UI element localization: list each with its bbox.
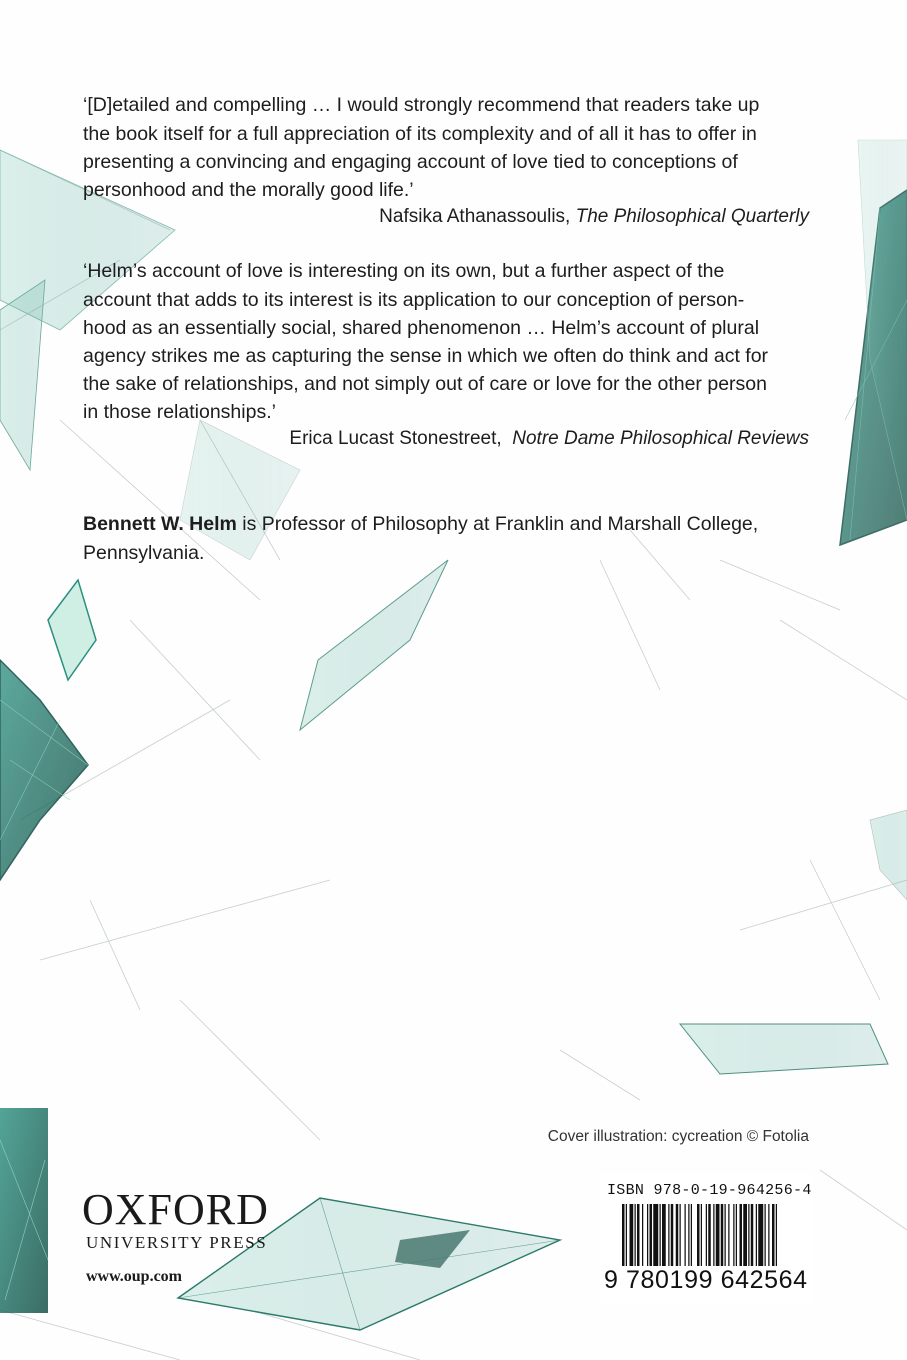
quote-2-line-4: agency strikes me as capturing the sense in which we often do think and act for (83, 345, 769, 367)
quote-1-author: Nafsika Athanassoulis, (379, 206, 576, 227)
quote-2-line-3: hood as an essentially social, shared phenomenon … Helm’s account of plural (83, 317, 760, 339)
quote-2-line-6: in those relationships.’ (83, 401, 276, 423)
publisher-subtitle: UNIVERSITY PRESS (86, 1233, 268, 1252)
publisher-url[interactable]: www.oup.com (86, 1268, 183, 1285)
quote-1-attribution (379, 206, 809, 228)
isbn-label: ISBN 978-0-19-964256-4 (607, 1182, 812, 1199)
quote-2-source: Notre Dame Philosophical Reviews (512, 428, 809, 449)
author-bio-text: is Professor of Philosophy at Franklin and Marshall College, Pennsylvania. (83, 513, 759, 564)
quote-2-attribution (289, 428, 809, 450)
barcode-digits: 9 780199 642564 (604, 1266, 808, 1294)
author-name: Bennett W. Helm (83, 513, 237, 535)
quote-2-author: Erica Lucast Stonestreet, (289, 428, 513, 449)
quote-2-line-2: account that adds to its interest is its application to our conception of person- (83, 289, 745, 311)
quote-2-line-5: the sake of relationships, and not simply out of care or love for the other person (83, 373, 767, 395)
quote-1-line-3: presenting a convincing and engaging account of love tied to conceptions of (83, 151, 738, 173)
publisher-logo: OXFORD (82, 1185, 269, 1234)
author-bio (83, 510, 823, 568)
quote-1-line-4: personhood and the morally good life.’ (83, 179, 414, 201)
quote-1-line-1: ‘[D]etailed and compelling … I would strongly recommend that readers take up (83, 94, 760, 116)
quote-1-line-2: the book itself for a full appreciation of its complexity and of all it has to offer in (83, 123, 757, 145)
quote-2-line-1: ‘Helm’s account of love is interesting on its own, but a further aspect of the (83, 260, 725, 282)
quote-1-source: The Philosophical Quarterly (575, 206, 809, 227)
cover-credit: Cover illustration: cycreation © Fotolia (547, 1128, 809, 1145)
